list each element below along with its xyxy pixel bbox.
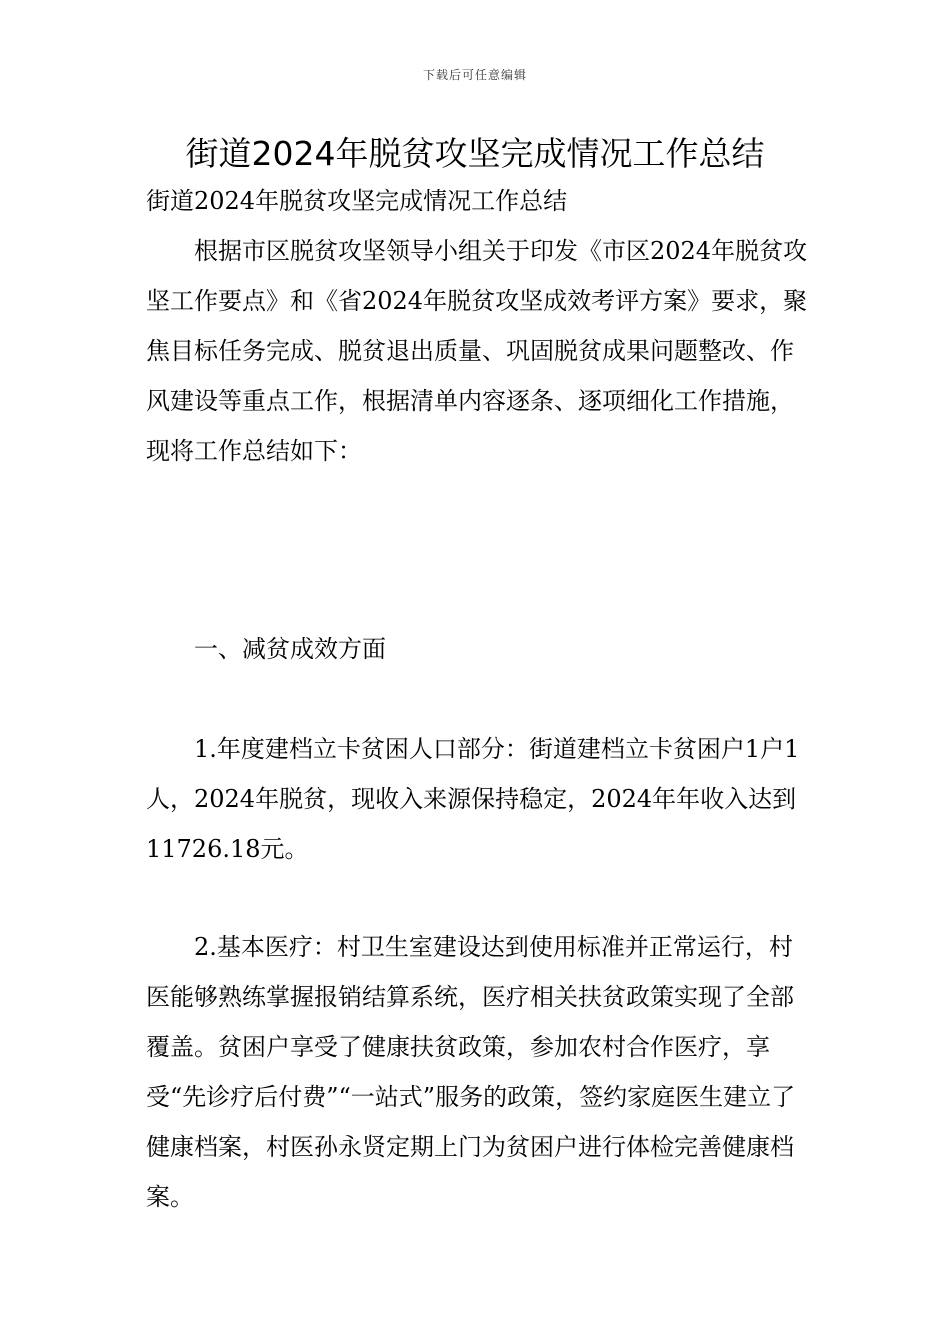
- item-one-paragraph: 1.年度建档立卡贫困人口部分：街道建档立卡贫困户1户1人，2024年脱贫，现收入来源保持稳定，2024年年收入达到11726.18元。: [146, 735, 800, 863]
- header-note: 下载后可任意编辑: [422, 68, 527, 82]
- document-subtitle: 街道2024年脱贫攻坚完成情况工作总结: [146, 187, 568, 215]
- section-heading-one: 一、减贫成效方面: [194, 635, 386, 663]
- intro-paragraph: 根据市区脱贫攻坚领导小组关于印发《市区2024年脱贫攻坚工作要点》和《省2024年脱贫攻坚成效考评方案》要求，聚焦目标任务完成、脱贫退出质量、巩固脱贫成果问题整改、作风建设等重点工作，根据清单内容逐条、逐项细化工作措施，现将工作总结如下：: [146, 237, 808, 465]
- document-title: 街道2024年脱贫攻坚完成情况工作总结: [185, 134, 765, 173]
- item-two-paragraph: 2.基本医疗：村卫生室建设达到使用标准并正常运行，村医能够熟练掌握报销结算系统，医疗相关扶贫政策实现了全部覆盖。贫困户享受了健康扶贫政策，参加农村合作医疗，享受“先诊疗后付费”“一站式”服务的政策，签约家庭医生建立了健康档案，村医孙永贤定期上门为贫困户进行体检完善健康档案。: [146, 933, 796, 1211]
